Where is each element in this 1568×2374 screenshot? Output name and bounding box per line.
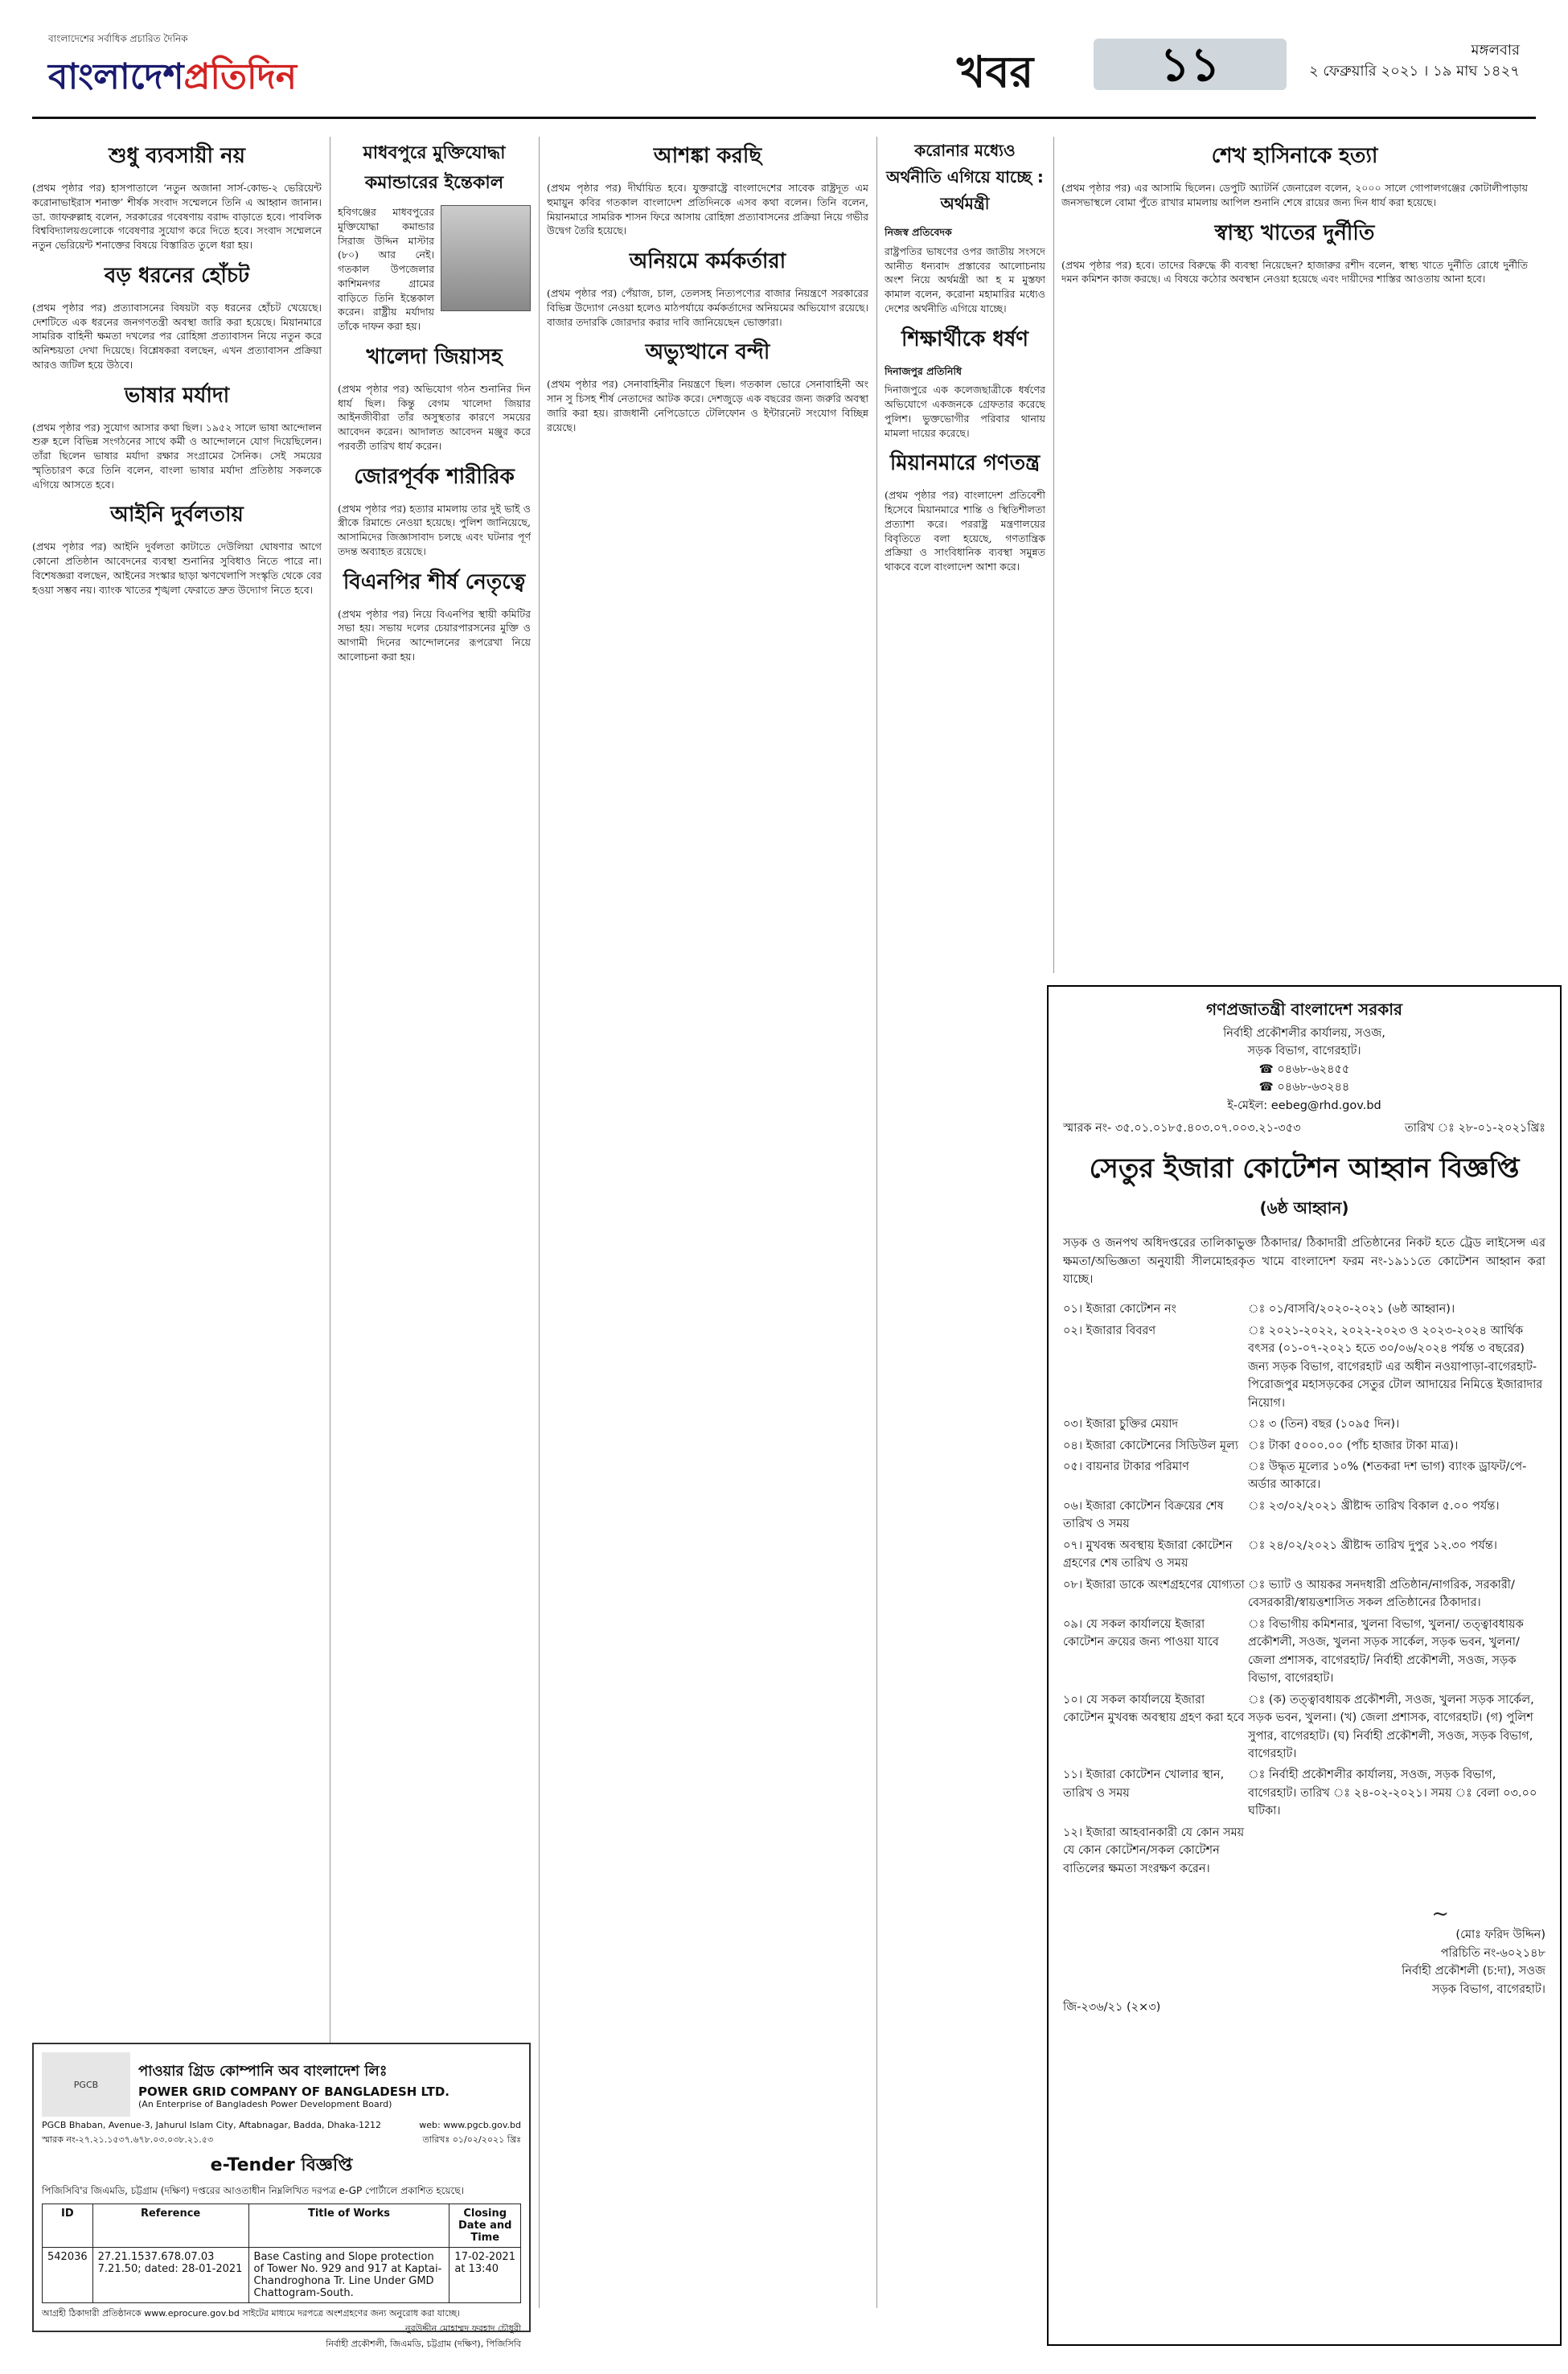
notice-email: ই-মেইল: eebeg@rhd.gov.bd [1227,1099,1381,1112]
article-text: (প্রথম পৃষ্ঠার পর) অভিযোগ গঠন শুনানির দিন ধার্য ছিল। কিন্তু বেগম খালেদা জিয়ার আইনজীবীরা তাঁর অসুস্থতার কারণে সময়ের আবেদন করেন। আদালত আবেদন মঞ্জুর করে পরবর্তী তারিখ ধার্য করেন। [338,382,531,452]
headline: করোনার মধ্যেও অর্থনীতি এগিয়ে যাচ্ছে : অর্থমন্ত্রী [886,141,1044,213]
notice-row-value: ঃ নির্বাহী প্রকৌশলীর কার্যালয়, সওজ, সড়ক বিভাগ, বাগেরহাট। তারিখ ঃ ২৪-০২-২০২১। সময় ঃ বেলা ০৩.০০ ঘটিকা। [1248,1768,1537,1818]
table-cell: 17-02-2021 at 13:40 [449,2248,521,2303]
notice-row-label: ০৮। ইজারা ডাকে অংশগ্রহণের যোগ্যতা [1063,1578,1245,1592]
notice-headline: সেতুর ইজারা কোটেশন আহ্বান বিজ্ঞপ্তি [1089,1152,1520,1185]
notice-row [1063,1537,1545,1573]
weekday: মঙ্গলবার [1471,42,1520,59]
table-row [43,2248,521,2303]
notice-row-value: ঃ ০১/বাসবি/২০২০-২০২১ (৬ষ্ঠ আহ্বান)। [1248,1303,1455,1316]
notice-row-label: ০১। ইজারা কোটেশন নং [1063,1303,1176,1316]
headline: শুধু ব্যবসায়ী নয় [109,144,245,168]
portrait-photo [441,205,531,311]
headline: মাধবপুরে মুক্তিযোদ্ধা কমান্ডারের ইন্তেকাল [363,143,506,193]
headline: খালেদা জিয়াসহ [366,344,503,369]
company-web: web: www.pgcb.gov.bd [419,2120,521,2130]
tender-footer: আগ্রহী ঠিকাদারী প্রতিষ্ঠানকে www.eprocure.gov.bd সাইটের মাধ্যমে দরপত্রে অংশগ্রহণের জন্য অনুরোধ করা যাচ্ছে। [42,2308,461,2319]
section-title: খবর [957,47,1034,97]
column-2 [338,133,531,1741]
column-3 [547,133,868,1741]
notice-row [1063,1616,1545,1688]
signer-title: নির্বাহী প্রকৌশলী (চ:দা), সওজ [1402,1965,1545,1978]
headline: শেখ হাসিনাকে হত্যা [1211,144,1378,168]
signer-name: (মোঃ ফরিদ উদ্দিন) [1455,1928,1545,1942]
notice-row [1063,1766,1545,1820]
article-text: (প্রথম পৃষ্ঠার পর) বাংলাদেশ প্রতিবেশী হিসেবে মিয়ানমারে শান্তি ও স্থিতিশীলতা প্রত্যাশা করে। পররাষ্ট্র মন্ত্রণালয়ের বিবৃতিতে বলা হয়েছে, গণতান্ত্রিক প্রক্রিয়া ও সাংবিধানিক ব্যবস্থা সমুন্নত থাকবে বলে বাংলাদেশ আশা করে। [885,489,1045,573]
notice-memo-date: তারিখ ঃ ২৮-০১-২০২১খ্রিঃ [1404,1122,1545,1136]
tender-title: e-Tender বিজ্ঞপ্তি [210,2155,353,2175]
notice-row-value: ঃ টাকা ৫০০০.০০ (পাঁচ হাজার টাকা মাত্র)। [1248,1439,1459,1452]
notice-row-label: ০৪। ইজারা কোটেশনের সিডিউল মূল্য [1063,1439,1239,1452]
notice-row [1063,1437,1545,1455]
article-text: (প্রথম পৃষ্ঠার পর) হবে। তাদের বিরুদ্ধে কী ব্যবস্থা নিয়েছেন? হাজারুর রশীদ বলেন, স্বাস্থ্য খাতে দুর্নীতি রোধে দুর্নীতি দমন কমিশন কাজ করছে। এ বিষয়ে কঠোর অবস্থান নেওয়া হয়েছে এবং দায়ীদের শাস্তির আওতায় আনা হবে। [1061,258,1528,285]
notice-row-label: ০৬। ইজারা কোটেশন বিক্রয়ের শেষ তারিখ ও সময় [1063,1499,1224,1531]
column-divider [539,137,540,2308]
table-header: Closing Date and Time [449,2204,521,2248]
article-text: হবিগঞ্জের মাধবপুরের মুক্তিযোদ্ধা কমান্ডার সিরাজ উদ্দিন মাস্টার (৮০) আর নেই। গতকাল উপজেলার কাশিমনগর গ্রামের বাড়িতে তিনি ইন্তেকাল করেন। রাষ্ট্রীয় মর্যাদায় তাঁকে দাফন করা হয়। [338,206,434,332]
article-text: দিনাজপুরে এক কলেজছাত্রীকে ধর্ষণের অভিযোগে একজনকে গ্রেফতার করেছে পুলিশ। ভুক্তভোগীর পরিবার থানায় মামলা দায়ের করেছে। [885,384,1045,439]
byline: দিনাজপুর প্রতিনিধি [885,364,963,377]
article-text: (প্রথম পৃষ্ঠার পর) হত্যার মামলায় তার দুই ভাই ও স্ত্রীকে রিমান্ডে নেওয়া হয়েছে। পুলিশ জানিয়েছে, আসামিদের জিজ্ঞাসাবাদ চলছে এবং ঘটনার পূর্ণ তদন্ত অব্যাহত রয়েছে। [338,502,531,557]
notice-row-label: ০৯। যে সকল কার্যালয়ে ইজারা কোটেশন ক্রয়ের জন্য পাওয়া যাবে [1063,1617,1219,1649]
notice-row-value: ঃ (ক) তত্ত্বাবধায়ক প্রকৌশলী, সওজ, খুলনা সড়ক সার্কেল, সড়ক ভবন, খুলনা। (খ) জেলা প্রশাসক, বাগেরহাট। (গ) পুলিশ সুপার, বাগেরহাট। (ঘ) নির্বাহী প্রকৌশলী, সওজ, সড়ক বিভাগ, বাগেরহাট। [1248,1693,1534,1760]
notice-row [1063,1458,1545,1494]
headline: বড় ধরনের হোঁচট [104,263,250,288]
headline: অভ্যুত্থানে বন্দী [645,340,770,365]
table-header: Reference [92,2204,248,2248]
notice-row-value: ঃ ভ্যাট ও আয়কর সনদধারী প্রতিষ্ঠান/নাগরিক, সরকারী/বেসরকারী/স্বায়ত্তশাসিত সকল প্রতিষ্ঠানের ঠিকাদার। [1248,1578,1515,1610]
article-text: (প্রথম পৃষ্ঠার পর) প্রত্যাবাসনের বিষয়টা বড় ধরনের হোঁচট খেয়েছে। দেশটিতে এক ধরনের জনগণতন্ত্রী অবস্থা জারি করা হয়েছে। মিয়ানমারে সামরিক বাহিনী ক্ষমতা দখলের পর রোহিঙ্গা প্রত্যাবাসন নিয়ে নতুন করে অনিশ্চয়তা দেখা দিয়েছে। বিশ্লেষকরা বলছেন, এখন প্রত্যাবাসন প্রক্রিয়া আরও জটিল হয়ে উঠবে। [32,301,322,371]
headline: অনিয়মে কর্মকর্তারা [629,249,786,273]
newspaper-logo [48,32,394,109]
notice-row [1063,1824,1545,1878]
notice-row-label: ০৭। মুখবন্ধ অবস্থায় ইজারা কোটেশন গ্রহণের শেষ তারিখ ও সময় [1063,1538,1233,1571]
table-header: ID [43,2204,93,2248]
company-bn: পাওয়ার গ্রিড কোম্পানি অব বাংলাদেশ লিঃ [138,2063,388,2080]
headline: শিক্ষার্থীকে ধর্ষণ [901,327,1029,351]
headline: আইনি দুর্বলতায় [110,503,244,528]
column-4 [885,133,1045,977]
notice-code: জি-২৩৬/২১ (২×৩) [1063,2001,1161,2015]
article-text: (প্রথম পৃষ্ঠার পর) পেঁয়াজ, চাল, তেলসহ নিত্যপণ্যের বাজার নিয়ন্ত্রণে সরকারের বিভিন্ন উদ্যোগ নেওয়া হলেও মাঠপর্যায়ে কর্মকর্তাদের অনিয়মের অভিযোগ রয়েছে। বাজার তদারকি জোরদার করার দাবি জানিয়েছেন ভোক্তারা। [547,287,868,328]
article-text: (প্রথম পৃষ্ঠার পর) সেনাবাহিনীর নিয়ন্ত্রণে ছিল। গতকাল ভোরে সেনাবাহিনী অং সান সু চিসহ শীর্ষ নেতাদের আটক করে। দেশজুড়ে এক বছরের জন্য জরুরি অবস্থা জারি করা হয়। রাজধানী নেপিডোতে টেলিফোন ও ইন্টারনেট সংযোগ বিচ্ছিন্ন রয়েছে। [547,378,868,433]
signer-id: পরিচিতি নং-৬০২১৪৮ [1440,1946,1545,1960]
notice-row [1063,1300,1545,1318]
tender-memo-date: তারিখঃ ০১/০২/২০২১ খ্রিঃ [422,2134,521,2145]
headline: আশঙ্কা করছি [653,144,762,168]
table-cell: Base Casting and Slope protection of Tower No. 929 and 917 at Kaptai-Chandroghona Tr. Line Under GMD Chattogram-South. [248,2248,449,2303]
notice-row [1063,1497,1545,1534]
page-number: ১১ [1160,37,1221,92]
logo-name-part2: প্রতিদিন [183,56,297,97]
page-number-badge [1094,39,1287,90]
company-address: PGCB Bhaban, Avenue-3, Jahurul Islam City, Aftabnagar, Badda, Dhaka-1212 [42,2120,382,2130]
headline: বিএনপির শীর্ষ নেতৃত্বে [343,569,526,594]
notice-row-label: ০৫। বায়নার টাকার পরিমাণ [1063,1460,1189,1473]
notice-division: সড়ক বিভাগ, বাগেরহাট। [1247,1045,1361,1058]
notice-row-value [1248,1824,1545,1878]
masthead [32,24,1536,119]
notice-row-label: ০২। ইজারার বিবরণ [1063,1324,1156,1337]
notice-intro: সড়ক ও জনপথ অধিদপ্তরের তালিকাভুক্ত ঠিকাদার/ ঠিকাদারী প্রতিষ্ঠানের নিকট হতে ট্রেড লাইসেন্স এর ক্ষমতা/অভিজ্ঞতা অনুযায়ী সীলমোহরকৃত খামে বাংলাদেশ ফরম নং-১৯১১তে কোটেশন আহ্বান করা যাচ্ছে। [1063,1237,1545,1287]
company-sub: (An Enterprise of Bangladesh Power Development Board) [138,2099,392,2109]
column-5 [1061,133,1528,969]
article-text: (প্রথম পৃষ্ঠার পর) আইনি দুর্বলতা কাটাতে দেউলিয়া ঘোষণার আগে কোনো প্রতিষ্ঠান আবেদনের ব্যবস্থা শুনানির সুবিধাও নিতে পারে না। বিশেষজ্ঞরা বলছেন, আইনের সংস্কার ছাড়া ঋণখেলাপি সংস্কৃতি থেকে বের হওয়া সম্ভব নয়। ব্যাংক খাতের শৃঙ্খলা ফেরাতে দ্রুত উদ্যোগ নিতে হবে। [32,540,322,596]
notice-phone-2: ☎ ০৪৬৮-৬৩২৪৪ [1258,1081,1350,1095]
etender-ad [32,2043,531,2349]
table-header: Title of Works [248,2204,449,2248]
government-notice [1047,985,1562,2346]
tender-memo: স্মারক নং-২৭.২১.১৫৩৭.৬৭৮.০৩.০৩৮.২১.৫৩ [42,2134,214,2145]
logo-tagline: বাংলাদেশের সর্বাধিক প্রচারিত দৈনিক [48,33,188,44]
table-cell: 27.21.1537.678.07.03 7.21.50; dated: 28-01-2021 [92,2248,248,2303]
notice-row-value: ঃ ৩ (তিন) বছর (১০৯৫ দিন)। [1248,1418,1400,1431]
notice-row-value: ঃ বিভাগীয় কমিশনার, খুলনা বিভাগ, খুলনা/ তত্ত্বাবধায়ক প্রকৌশলী, সওজ, খুলনা সড়ক সার্কেল, সড়ক ভবন, খুলনা/ জেলা প্রশাসক, বাগেরহাট/ নির্বাহী প্রকৌশলী, সওজ, সড়ক বিভাগ, বাগেরহাট। [1248,1617,1524,1686]
tender-signer-title: নির্বাহী প্রকৌশলী, জিএমডি, চট্টগ্রাম (দক্ষিণ), পিজিসিবি [326,2339,521,2349]
byline: নিজস্ব প্রতিবেদক [885,226,952,238]
notice-row-label: ১১। ইজারা কোটেশন খোলার স্থান, তারিখ ও সময় [1063,1768,1225,1800]
signature: ~ [1431,1902,1449,1927]
headline: ভাষার মর্যাদা [124,383,230,408]
notice-row-label: ১২। ইজারা আহবানকারী যে কোন সময় যে কোন কোটেশন/সকল কোটেশন বাতিলের ক্ষমতা সংরক্ষণ করেন। [1063,1826,1245,1875]
notice-row-value: ঃ উদ্ধৃত মূল্যের ১০% (শতকরা দশ ভাগ) ব্যাংক ড্রাফট/পে-অর্ডার আকারে। [1248,1460,1527,1492]
notice-row [1063,1415,1545,1433]
notice-row-label: ০৩। ইজারা চুক্তির মেয়াদ [1063,1418,1179,1431]
dateblock [1309,40,1520,82]
date: ২ ফেব্রুয়ারি ২০২১ । ১৯ মাঘ ১৪২৭ [1308,63,1520,80]
pgcb-logo: PGCB [42,2052,130,2117]
notice-row-value: ঃ ২৩/০২/২০২১ খ্রীষ্টাব্দ তারিখ বিকাল ৫.০০ পর্যন্ত। [1248,1499,1500,1513]
notice-row [1063,1322,1545,1412]
notice-rows [1063,1300,1545,1878]
company-en: POWER GRID COMPANY OF BANGLADESH LTD. [138,2084,450,2099]
logo-name-part1: বাংলাদেশ [48,56,184,97]
article-text: রাষ্ট্রপতির ভাষণের ওপর জাতীয় সংসদে আনীত ধন্যবাদ প্রস্তাবের আলোচনায় অংশ নিয়ে অর্থমন্ত্রী আ হ ম মুস্তফা কামাল বলেন, করোনা মহামারির মধ্যেও দেশের অর্থনীতি এগিয়ে যাচ্ছে। [885,244,1045,314]
notice-row-label: ১০। যে সকল কার্যালয়ে ইজারা কোটেশন মুখবন্ধ অবস্থায় গ্রহণ করা হবে [1063,1693,1245,1725]
tender-table [42,2204,521,2303]
notice-row [1063,1691,1545,1764]
article-text: (প্রথম পৃষ্ঠার পর) নিয়ে বিএনপির স্থায়ী কমিটির সভা হয়। সভায় দলের চেয়ারপারসনের মুক্তি ও আগামী দিনের আন্দোলনের রূপরেখা নিয়ে আলোচনা করা হয়। [338,607,531,663]
article-text: (প্রথম পৃষ্ঠার পর) হাসপাতালে ‘নতুন অজানা সার্স-কোভ-২ ভেরিয়েন্ট করোনাভাইরাস শনাক্ত’ শীর্ষক সংবাদ সম্মেলনে তিনি এ আহ্বান জানান। ডা. জাফরুল্লাহ বলেন, সরকারের গবেষণায় বরাদ্দ বাড়াতে হবে। পাবলিক বিশ্ববিদ্যালয়গুলোকে গবেষণার সুযোগ করে দিতে হবে। সংবাদ সম্মেলনে নতুন ভেরিয়েন্ট শনাক্তের বিষয়ে বিস্তারিত তুলে ধরা হয়। [32,182,322,251]
column-divider [876,137,877,2308]
notice-subhead: (৬ষ্ঠ আহ্বান) [1259,1197,1349,1218]
notice-govt: গণপ্রজাতন্ত্রী বাংলাদেশ সরকার [1206,1000,1402,1019]
notice-row [1063,1576,1545,1612]
notice-row-value: ঃ ২০২১-২০২২, ২০২২-২০২৩ ও ২০২৩-২০২৪ আর্থিক বৎসর (০১-০৭-২০২১ হতে ৩০/০৬/২০২৪ পর্যন্ত ৩ বছরের) জন্য সড়ক বিভাগ, বাগেরহাট এর অধীন নওয়াপাড়া-বাগেরহাট-পিরোজপুর মহাসড়কের সেতুর টোল আদায়ের নিমিত্তে ইজারাদার নিয়োগ। [1248,1324,1543,1410]
tender-signer: নুরউদ্দীন মোহাম্মদ ফরহাদ চৌধুরী [405,2323,521,2334]
article-text: (প্রথম পৃষ্ঠার পর) সুযোগ আসার কথা ছিল। ১৯৫২ সালে ভাষা আন্দোলন শুরু হলে বিভিন্ন সংগঠনের সাথে কর্মী ও আন্দোলনে যোগ দিয়েছিলেন। তাঁরা ছিলেন ভাষার মর্যাদা রক্ষার সংগ্রামের সৈনিক। সেই সময়ের স্মৃতিচারণ করে তিনি বলেন, বাংলা ভাষার মর্যাদা প্রতিষ্ঠায় সকলকে এগিয়ে আসতে হবে। [32,421,322,491]
headline: স্বাস্থ্য খাতের দুর্নীতি [1214,220,1375,245]
column-1 [32,133,322,1741]
headline: জোরপূর্বক শারীরিক [354,464,515,489]
notice-office: নির্বাহী প্রকৌশলীর কার্যালয়, সওজ, [1223,1027,1385,1040]
signer-office: সড়ক বিভাগ, বাগেরহাট। [1431,1982,1545,1996]
tender-intro: পিজিসিবি'র জিএমডি, চট্টগ্রাম (দক্ষিণ) দপ্তরের আওতাধীন নিম্নলিখিত দরপত্র e-GP পোর্টালে প্রকাশিত হয়েছে। [42,2185,464,2196]
notice-row-value: ঃ ২৪/০২/২০২১ খ্রীষ্টাব্দ তারিখ দুপুর ১২.৩০ পর্যন্ত। [1248,1538,1497,1552]
article-text: (প্রথম পৃষ্ঠার পর) এর আসামি ছিলেন। ডেপুটি অ্যাটর্নি জেনারেল বলেন, ২০০০ সালে গোপালগঞ্জের কোটালীপাড়ায় জনসভাস্থলে বোমা পুঁতে রাখার মামলায় আপিল শুনানি শেষে রায়ের জন্য দিন ধার্য করা হয়েছে। [1061,182,1528,208]
notice-phone-1: ☎ ০৪৬৮-৬২৪৫৫ [1258,1062,1350,1076]
table-cell: 542036 [43,2248,93,2303]
column-divider [1053,137,1054,973]
notice-memo: স্মারক নং- ৩৫.০১.০১৮৫.৪০৩.০৭.০০৩.২১-৩৫৩ [1063,1122,1301,1136]
headline: মিয়ানমারে গণতন্ত্র [889,451,1041,476]
article-text: (প্রথম পৃষ্ঠার পর) দীর্ঘায়িত হবে। যুক্তরাষ্ট্রে বাংলাদেশের সাবেক রাষ্ট্রদূত এম হুমায়ুন কবির গতকাল বাংলাদেশ প্রতিদিনকে এসব কথা বলেন। তিনি বলেন, মিয়ানমারে সামরিক শাসন ফিরে আসায় রোহিঙ্গা প্রত্যাবাসনের প্রক্রিয়া নিয়ে গভীর উদ্বেগ তৈরি হয়েছে। [547,182,868,237]
